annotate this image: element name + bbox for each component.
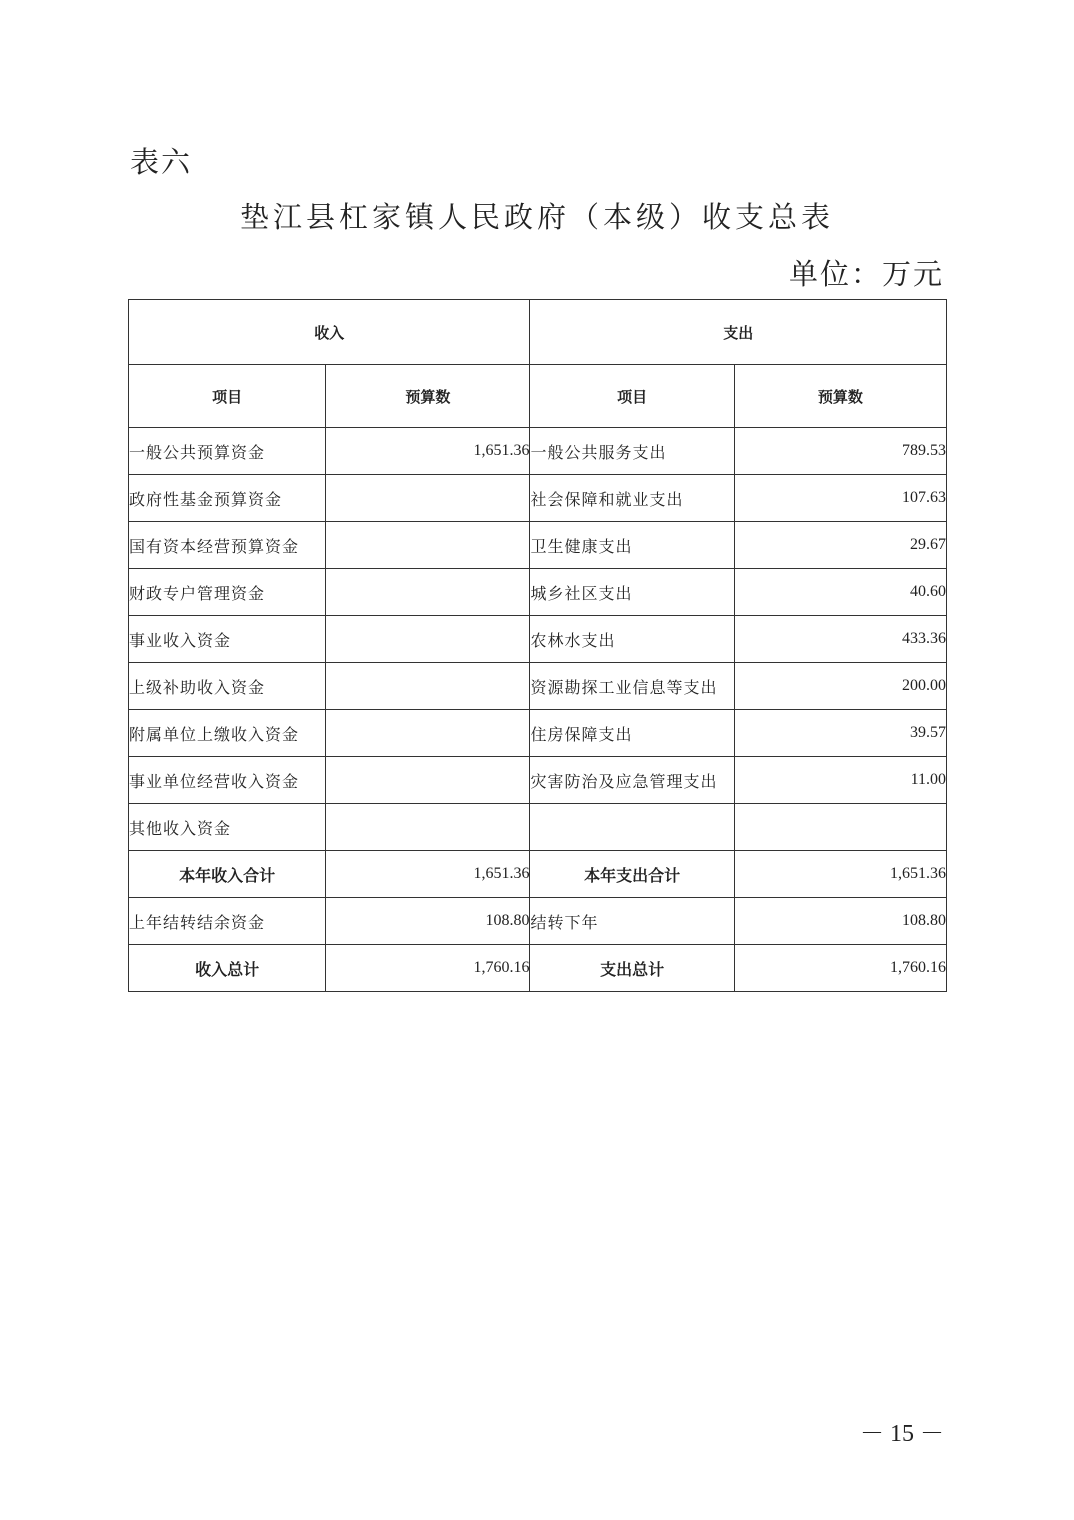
expense-header: 支出 [530, 300, 947, 365]
expense-amount: 200.00 [734, 663, 946, 710]
income-amount: 1,651.36 [326, 428, 530, 475]
income-item: 上级补助收入资金 [129, 663, 326, 710]
income-item: 附属单位上缴收入资金 [129, 710, 326, 757]
income-item: 政府性基金预算资金 [129, 475, 326, 522]
table-row [129, 616, 947, 663]
expense-amount: 29.67 [734, 522, 946, 569]
income-amount [326, 616, 530, 663]
table-row [129, 475, 947, 522]
expense-amount: 107.63 [734, 475, 946, 522]
expense-amount: 39.57 [734, 710, 946, 757]
expense-amount [734, 804, 946, 851]
page-title: 垫江县杠家镇人民政府（本级）收支总表 [239, 200, 834, 234]
income-item: 事业单位经营收入资金 [129, 757, 326, 804]
table-label: 表六 [130, 145, 193, 179]
year-expense-total-amount: 1,651.36 [734, 851, 946, 898]
carryover-income-item: 上年结转结余资金 [129, 898, 326, 945]
expense-item-header: 项目 [530, 365, 734, 428]
grand-expense-total-amount: 1,760.16 [734, 945, 946, 992]
expense-amount: 11.00 [734, 757, 946, 804]
budget-table [128, 299, 947, 992]
unit-label: 单位：万元 [788, 257, 944, 291]
year-income-total-amount: 1,651.36 [326, 851, 530, 898]
expense-item [530, 804, 734, 851]
expense-item: 资源勘探工业信息等支出 [530, 663, 734, 710]
expense-item: 住房保障支出 [530, 710, 734, 757]
income-item: 其他收入资金 [129, 804, 326, 851]
income-amount [326, 710, 530, 757]
income-item-header: 项目 [129, 365, 326, 428]
table-row [129, 710, 947, 757]
page-number: － 15 － [860, 1421, 944, 1447]
expense-item: 城乡社区支出 [530, 569, 734, 616]
income-amount [326, 522, 530, 569]
income-amount [326, 475, 530, 522]
year-total-row [129, 851, 947, 898]
grand-total-row [129, 945, 947, 992]
table-row [129, 804, 947, 851]
expense-amount-header: 预算数 [734, 365, 946, 428]
table-row [129, 663, 947, 710]
table-row [129, 428, 947, 475]
table-row [129, 522, 947, 569]
grand-income-total-label: 收入总计 [129, 945, 326, 992]
income-amount [326, 569, 530, 616]
carryover-income-amount: 108.80 [326, 898, 530, 945]
expense-item: 一般公共服务支出 [530, 428, 734, 475]
table-row [129, 569, 947, 616]
year-expense-total-label: 本年支出合计 [530, 851, 734, 898]
income-amount [326, 804, 530, 851]
grand-income-total-amount: 1,760.16 [326, 945, 530, 992]
grand-expense-total-label: 支出总计 [530, 945, 734, 992]
income-item: 一般公共预算资金 [129, 428, 326, 475]
income-amount [326, 757, 530, 804]
carryover-expense-amount: 108.80 [734, 898, 946, 945]
income-header: 收入 [129, 300, 530, 365]
income-amount [326, 663, 530, 710]
income-item: 事业收入资金 [129, 616, 326, 663]
expense-amount: 433.36 [734, 616, 946, 663]
expense-item: 社会保障和就业支出 [530, 475, 734, 522]
income-item: 财政专户管理资金 [129, 569, 326, 616]
year-income-total-label: 本年收入合计 [129, 851, 326, 898]
carryover-row [129, 898, 947, 945]
expense-item: 灾害防治及应急管理支出 [530, 757, 734, 804]
expense-item: 农林水支出 [530, 616, 734, 663]
table-subheader-row [129, 365, 947, 428]
table-row [129, 757, 947, 804]
income-item: 国有资本经营预算资金 [129, 522, 326, 569]
expense-amount: 789.53 [734, 428, 946, 475]
table-header-row [129, 300, 947, 365]
carryover-expense-item: 结转下年 [530, 898, 734, 945]
income-amount-header: 预算数 [326, 365, 530, 428]
expense-item: 卫生健康支出 [530, 522, 734, 569]
expense-amount: 40.60 [734, 569, 946, 616]
